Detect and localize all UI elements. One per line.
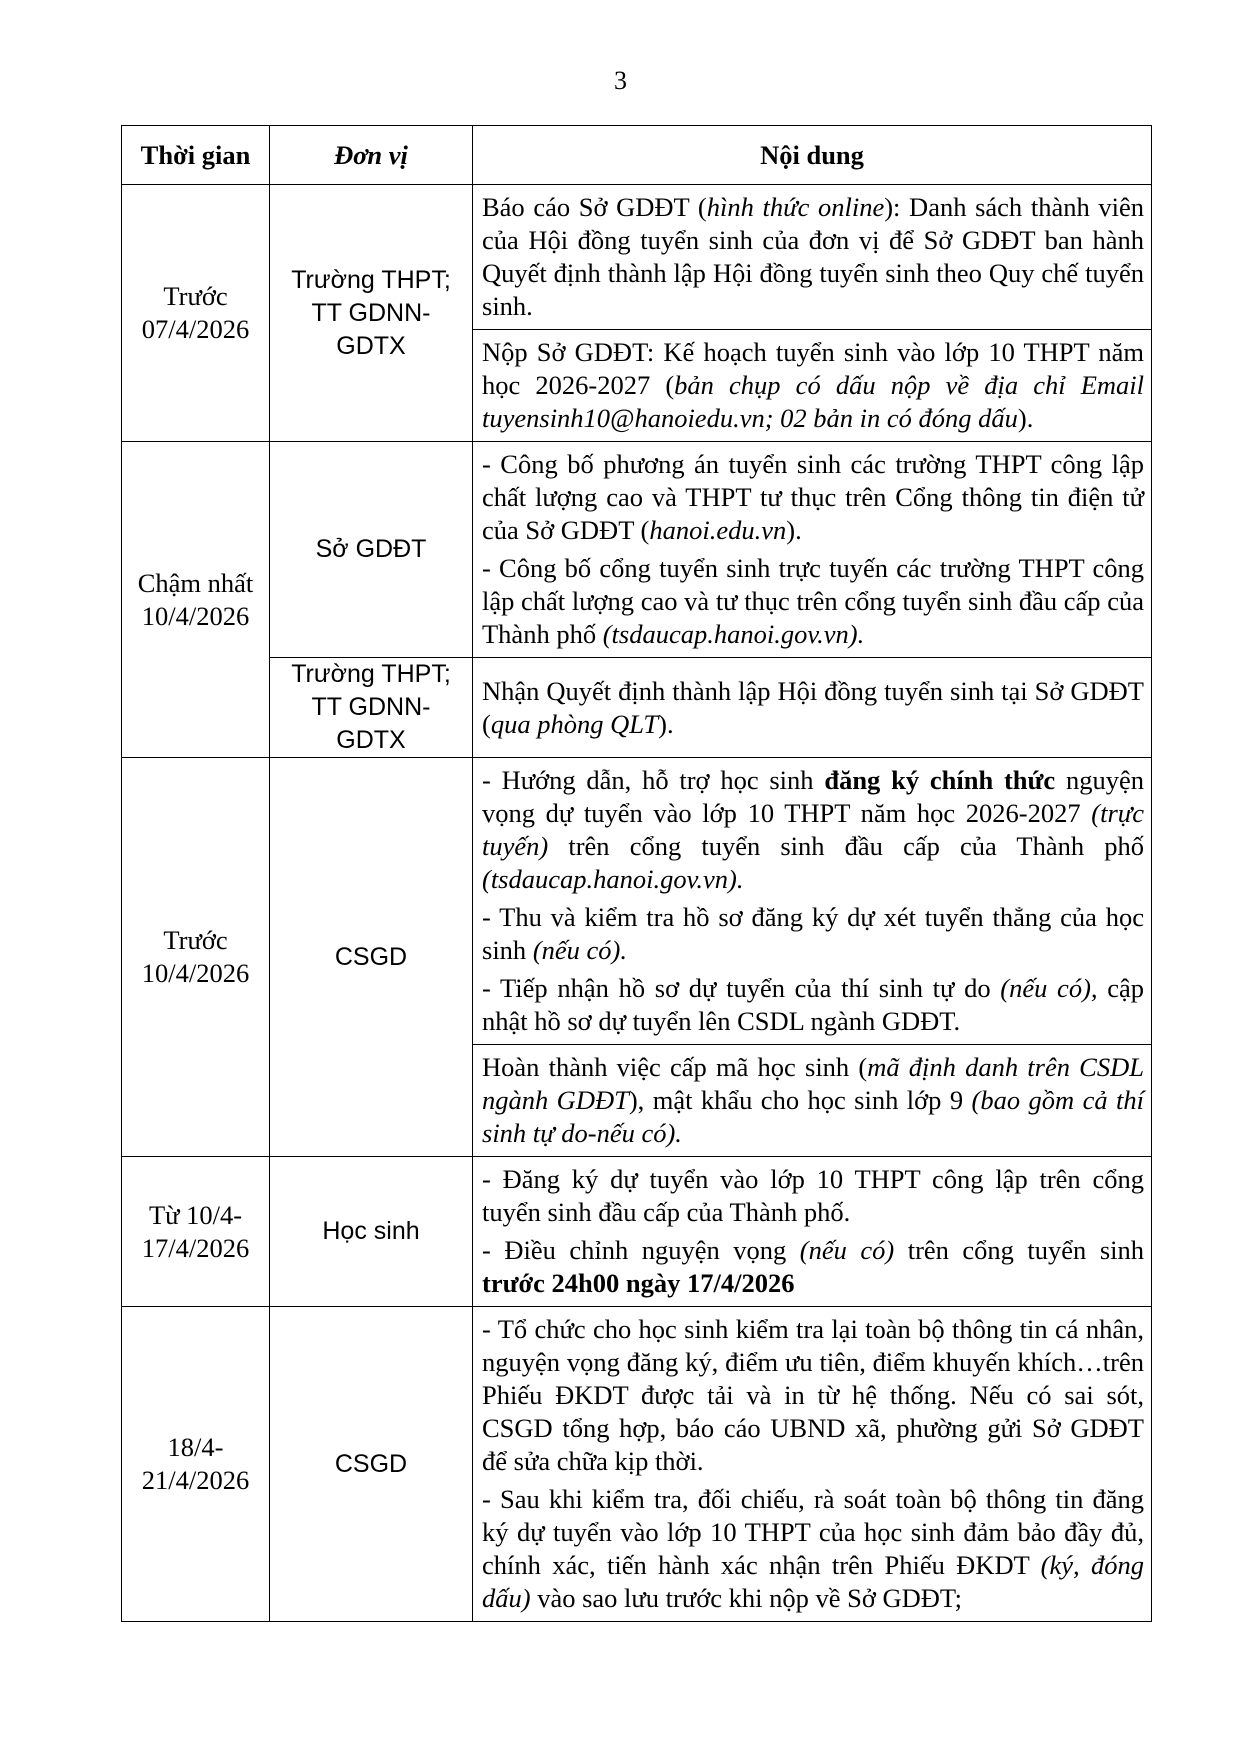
time-cell: Từ 10/4- 17/4/2026 (122, 1157, 270, 1307)
header-content: Nội dung (473, 126, 1152, 185)
table-row (122, 758, 1152, 1045)
content-paragraph: - Tổ chức cho học sinh kiểm tra lại toàn bộ thông tin cá nhân, nguyện vọng đăng ký, điểm ưu tiên, điểm khuyến khích…trên Phiếu ĐKDT được tải và in từ hệ thống. Nếu có sai sót, CSGD tổng hợp, báo cáo UBND xã, phường gửi Sở GDĐT để sửa chữa kịp thời. (482, 1314, 1144, 1476)
time-cell: Trước 10/4/2026 (122, 758, 270, 1157)
content-cell (473, 185, 1152, 330)
table-row (122, 185, 1152, 330)
time-cell: Chậm nhất 10/4/2026 (122, 442, 270, 758)
content-paragraph: Nhận Quyết định thành lập Hội đồng tuyển sinh tại Sở GDĐT (qua phòng QLT). (482, 675, 1144, 739)
content-cell (473, 1157, 1152, 1307)
table-row (122, 1307, 1152, 1622)
table-header-row (122, 126, 1152, 185)
content-paragraph: Nộp Sở GDĐT: Kế hoạch tuyển sinh vào lớp 10 THPT năm học 2026-2027 (bản chụp có dấu nộp về địa chỉ Email tuyensinh10@hanoiedu.vn; 02 bản in có đóng dấu). (482, 337, 1144, 433)
content-cell (473, 1307, 1152, 1622)
time-cell: 18/4- 21/4/2026 (122, 1307, 270, 1622)
header-time: Thời gian (122, 126, 270, 185)
unit-cell: Trường THPT; TT GDNN- GDTX (270, 658, 473, 758)
page-number: 3 (614, 66, 627, 95)
content-cell (473, 658, 1152, 758)
content-paragraph: - Điều chỉnh nguyện vọng (nếu có) trên cổng tuyển sinh trước 24h00 ngày 17/4/2026 (482, 1235, 1144, 1298)
content-cell (473, 442, 1152, 658)
unit-cell: CSGD (270, 758, 473, 1157)
unit-cell: CSGD (270, 1307, 473, 1622)
unit-cell: Học sinh (270, 1157, 473, 1307)
content-paragraph: - Sau khi kiểm tra, đối chiếu, rà soát toàn bộ thông tin đăng ký dự tuyển vào lớp 10 THPT của học sinh đảm bảo đầy đủ, chính xác, tiến hành xác nhận trên Phiếu ĐKDT (ký, đóng dấu) vào sao lưu trước khi nộp về Sở GDĐT; (482, 1484, 1144, 1613)
unit-cell: Sở GDĐT (270, 442, 473, 658)
table-row (122, 658, 1152, 758)
time-cell: Trước 07/4/2026 (122, 185, 270, 442)
schedule-table (121, 125, 1152, 1622)
content-paragraph: - Công bố phương án tuyển sinh các trường THPT công lập chất lượng cao và THPT tư thục trên Cổng thông tin điện tử của Sở GDĐT (hanoi.edu.vn). (482, 449, 1144, 545)
content-paragraph: Hoàn thành việc cấp mã học sinh (mã định danh trên CSDL ngành GDĐT), mật khẩu cho học sinh lớp 9 (bao gồm cả thí sinh tự do-nếu có). (482, 1052, 1144, 1148)
content-cell (473, 1045, 1152, 1157)
header-unit: Đơn vị (270, 126, 473, 185)
content-cell (473, 758, 1152, 1045)
content-paragraph: - Đăng ký dự tuyển vào lớp 10 THPT công lập trên cổng tuyển sinh đầu cấp của Thành phố. (482, 1164, 1144, 1227)
table-row (122, 1157, 1152, 1307)
content-paragraph: - Tiếp nhận hồ sơ dự tuyển của thí sinh tự do (nếu có), cập nhật hồ sơ dự tuyển lên CSDL ngành GDĐT. (482, 973, 1144, 1036)
content-paragraph: - Công bố cổng tuyển sinh trực tuyến các trường THPT công lập chất lượng cao và tư thục trên cổng tuyển sinh đầu cấp của Thành phố (tsdaucap.hanoi.gov.vn). (482, 553, 1144, 649)
content-paragraph: Báo cáo Sở GDĐT (hình thức online): Danh sách thành viên của Hội đồng tuyển sinh của đơn vị để Sở GDĐT ban hành Quyết định thành lập Hội đồng tuyển sinh theo Quy chế tuyển sinh. (482, 192, 1144, 321)
content-paragraph: - Hướng dẫn, hỗ trợ học sinh đăng ký chính thức nguyện vọng dự tuyển vào lớp 10 THPT năm học 2026-2027 (trực tuyến) trên cổng tuyển sinh đầu cấp của Thành phố (tsdaucap.hanoi.gov.vn). (482, 765, 1144, 894)
unit-cell: Trường THPT; TT GDNN- GDTX (270, 185, 473, 442)
content-paragraph: - Thu và kiểm tra hồ sơ đăng ký dự xét tuyển thẳng của học sinh (nếu có). (482, 902, 1144, 965)
content-cell (473, 330, 1152, 442)
table-row (122, 442, 1152, 658)
